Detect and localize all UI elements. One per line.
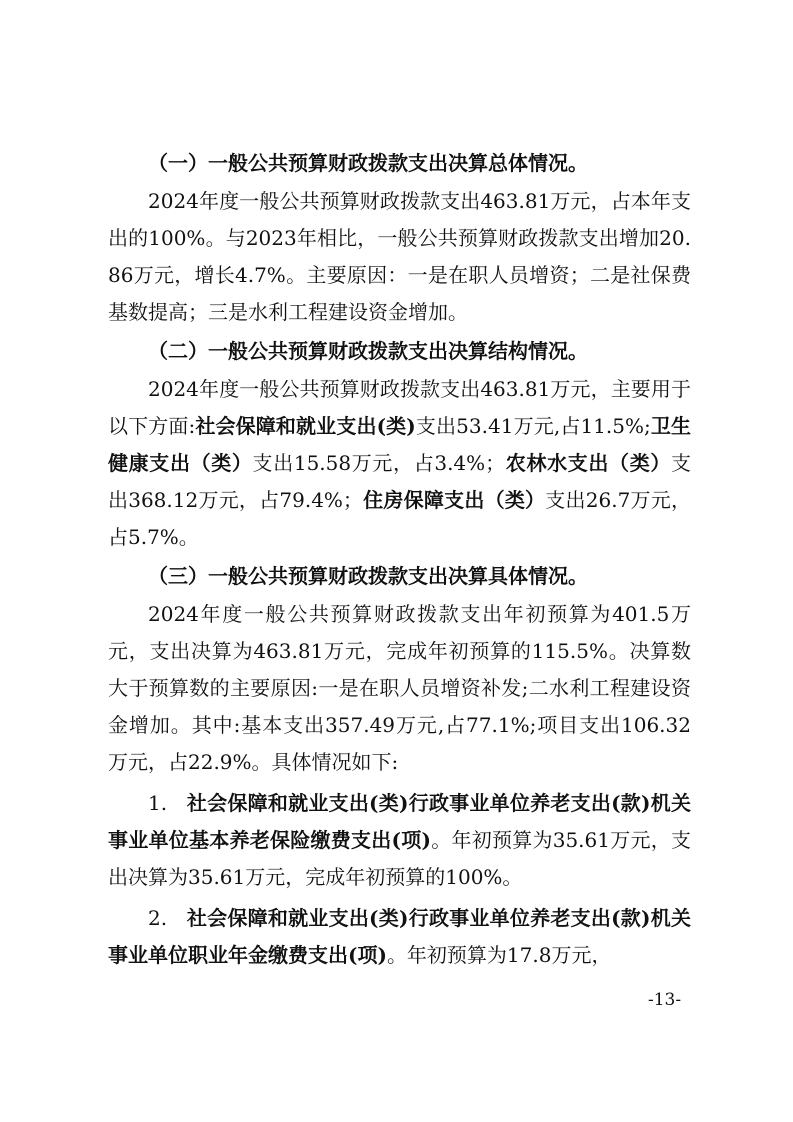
- section-1-paragraph: 2024年度一般公共预算财政拨款支出463.81万元，占本年支出的100%。与2023年相比，一般公共预算财政拨款支出增加20.86万元，增长4.7%。主要原因：一是在职人员增资；二是社保费基数提高；三是水利工程建设资金增加。: [108, 189, 691, 324]
- item-2-title: 社会保障和就业支出(类)行政事业单位养老支出(款)机关事业单位职业年金缴费支出(项): [108, 906, 691, 967]
- section-3-heading: （三）一般公共预算财政拨款支出决算具体情况。: [148, 564, 588, 588]
- item-1-title: 社会保障和就业支出(类)行政事业单位养老支出(款)机关事业单位基本养老保险缴费支出(项): [108, 791, 691, 852]
- category-social-security-text: 支出53.41万元,占11.5%;: [415, 414, 651, 438]
- section-1-heading: （一）一般公共预算财政拨款支出决算总体情况。: [148, 151, 588, 175]
- item-1-text: 。年初预算为35.61万元，支出决算为35.61万元，完成年初预算的100%。: [108, 828, 691, 889]
- section-2-intro: 2024年度一般公共预算财政拨款支出463.81万元，主要用于以下方面:: [108, 377, 691, 438]
- item-2-number: 2.: [148, 906, 168, 930]
- category-agriculture: 农林水支出（类）: [505, 451, 671, 475]
- item-2: [108, 900, 691, 974]
- category-social-security: 社会保障和就业支出(类): [195, 414, 416, 438]
- section-2-heading: （二）一般公共预算财政拨款支出决算结构情况。: [148, 339, 588, 363]
- category-housing-text: 支出26.7万元，占5.7%。: [108, 488, 692, 549]
- section-3-paragraph: 2024年度一般公共预算财政拨款支出年初预算为401.5万元，支出决算为463.81万元，完成年初预算的115.5%。决算数大于预算数的主要原因:一是在职人员增资补发;二水利工程建设资金增加。其中:基本支出357.49万元,占77.1%;项目支出106.32万元，占22.9%。具体情况如下:: [108, 602, 691, 774]
- item-1-number: 1.: [148, 791, 168, 815]
- page-number: -13-: [648, 990, 682, 1010]
- item-1: [108, 785, 691, 896]
- category-housing: 住房保障支出（类）: [362, 488, 546, 512]
- document-body: [108, 143, 691, 974]
- item-2-text: 。年初预算为17.8万元，: [386, 943, 612, 967]
- section-2-paragraph: [108, 371, 691, 556]
- category-health-text: 支出15.58万元，占3.4%；: [252, 451, 506, 475]
- category-agriculture-text: 支出368.12万元，占79.4%；: [108, 451, 691, 512]
- category-health: 卫生健康支出（类）: [108, 414, 691, 475]
